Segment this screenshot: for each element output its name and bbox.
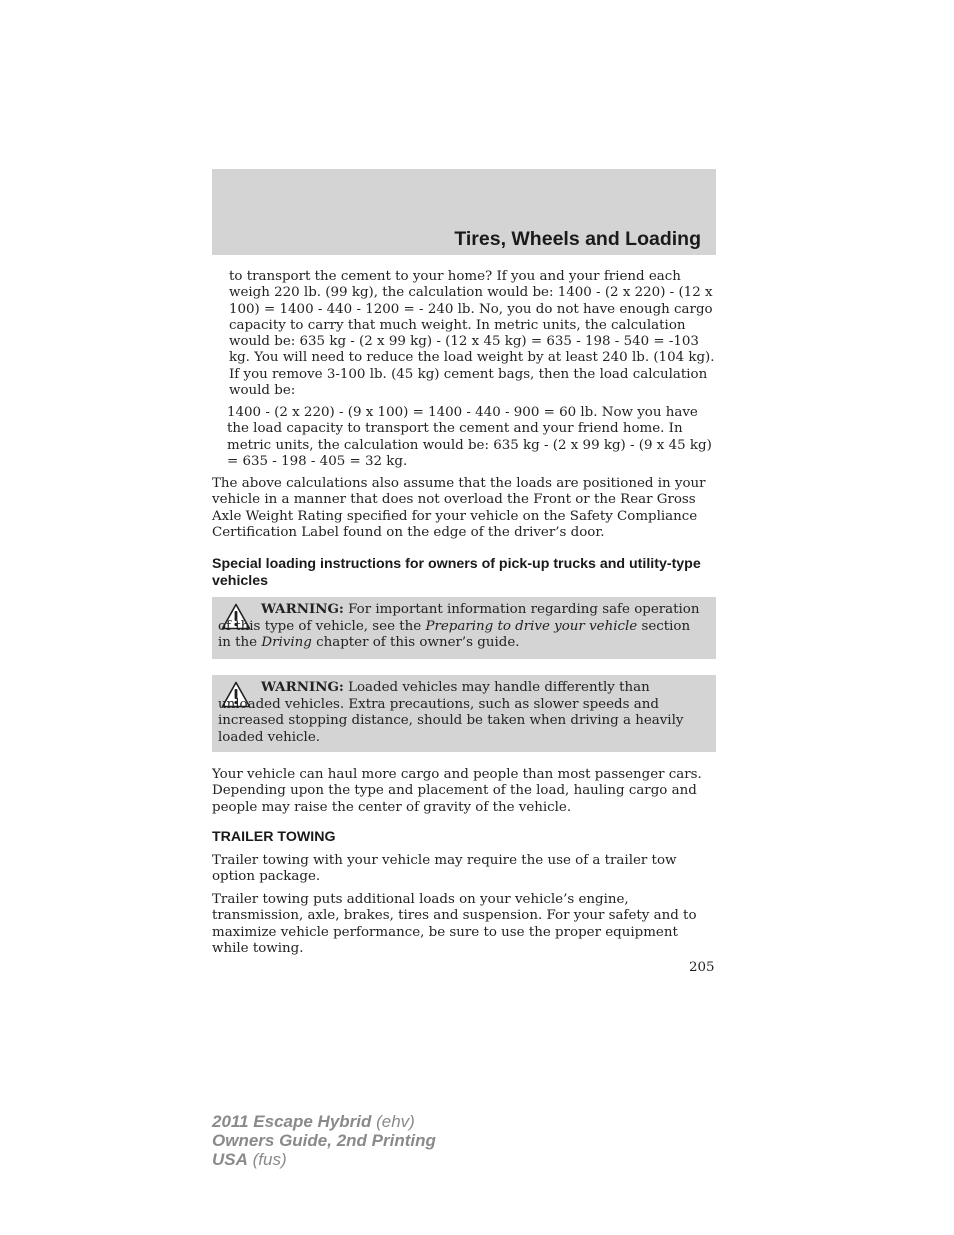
calculation-note: The above calculations also assume that the loads are positioned in your vehicle in a manner that does not overload the Front or the Rear Gross Axle Weight Rating specified for your vehicle on the Safety Compliance Certification Label found on the edge of the driver’s door. bbox=[212, 476, 706, 540]
section-header bbox=[212, 169, 716, 255]
warning-text-part: Loaded vehicles may handle differently than unloaded vehicles. Extra precautions, such as slower speeds and increased stopping distance, should be taken when driving a heavily loaded vehicle. bbox=[218, 680, 684, 745]
footer-line-market bbox=[212, 1150, 436, 1169]
warning-text-part: For important information regarding safe operation of this type of vehicle, see the bbox=[218, 602, 700, 634]
page-number: 205 bbox=[689, 960, 715, 975]
trailer-towing-paragraph-2: Trailer towing puts additional loads on your vehicle’s engine, transmission, axle, brakes, tires and suspension. For your safety and to maximize vehicle performance, be sure to use the proper equipment while towing. bbox=[212, 892, 697, 956]
trailer-towing-heading: TRAILER TOWING bbox=[212, 829, 336, 845]
reference-driving-chapter: Driving bbox=[261, 635, 312, 650]
warning-text-part: section in the bbox=[218, 618, 691, 650]
intro-paragraph-1: to transport the cement to your home? If you and your friend each weigh 220 lb. (99 kg), the calculation would be: 1400 - (2 x 220) - (12 x 100) = 1400 - 440 - 1200 = - 240 lb. No, you do not have enough cargo capacity to carry that much weight. In metric units, the calculation would be: 635 kg - (2 x 99 kg) - (12 x 45 kg) = 635 - 198 - 540 = -103 kg. You will need to reduce the load weight by at least 240 lb. (104 kg). If you remove 3-100 lb. (45 kg) cement bags, then the load calculation would be: bbox=[229, 269, 715, 399]
warning-box-loaded-vehicles bbox=[212, 675, 716, 752]
warning-label: WARNING: bbox=[261, 601, 344, 617]
warning-text-loaded-vehicles bbox=[218, 679, 706, 746]
warning-text-part: chapter of this owner’s guide. bbox=[311, 635, 520, 650]
footer-line-printing bbox=[212, 1131, 436, 1150]
section-title: Tires, Wheels and Loading bbox=[454, 228, 701, 250]
haul-note: Your vehicle can haul more cargo and people than most passenger cars. Depending upon the type and placement of the load, hauling cargo and people may raise the center of gravity of the vehicle. bbox=[212, 767, 702, 815]
trailer-towing-paragraph-1: Trailer towing with your vehicle may require the use of a trailer tow option package. bbox=[212, 853, 677, 885]
reference-preparing-to-drive: Preparing to drive your vehicle bbox=[425, 618, 638, 634]
footer-model-code: (ehv) bbox=[371, 1112, 415, 1131]
footer-market-code: (fus) bbox=[247, 1150, 287, 1169]
document-footer bbox=[212, 1112, 436, 1169]
warning-label: WARNING: bbox=[261, 679, 344, 695]
footer-market: USA bbox=[212, 1150, 248, 1169]
footer-printing: Owners Guide, 2nd Printing bbox=[212, 1131, 436, 1150]
intro-paragraph-2: 1400 - (2 x 220) - (9 x 100) = 1400 - 440 - 900 = 60 lb. Now you have the load capacity to transport the cement and your friend home. In metric units, the calculation would be: 635 kg - (2 x 99 kg) - (9 x 45 kg) = 635 - 198 - 405 = 32 kg. bbox=[227, 405, 712, 469]
warning-text-safe-operation bbox=[218, 601, 706, 652]
special-loading-heading: Special loading instructions for owners of pick-up trucks and utility-type vehicles bbox=[212, 556, 701, 589]
footer-line-model bbox=[212, 1112, 436, 1131]
footer-model: 2011 Escape Hybrid bbox=[212, 1112, 372, 1131]
warning-box-safe-operation bbox=[212, 597, 716, 659]
